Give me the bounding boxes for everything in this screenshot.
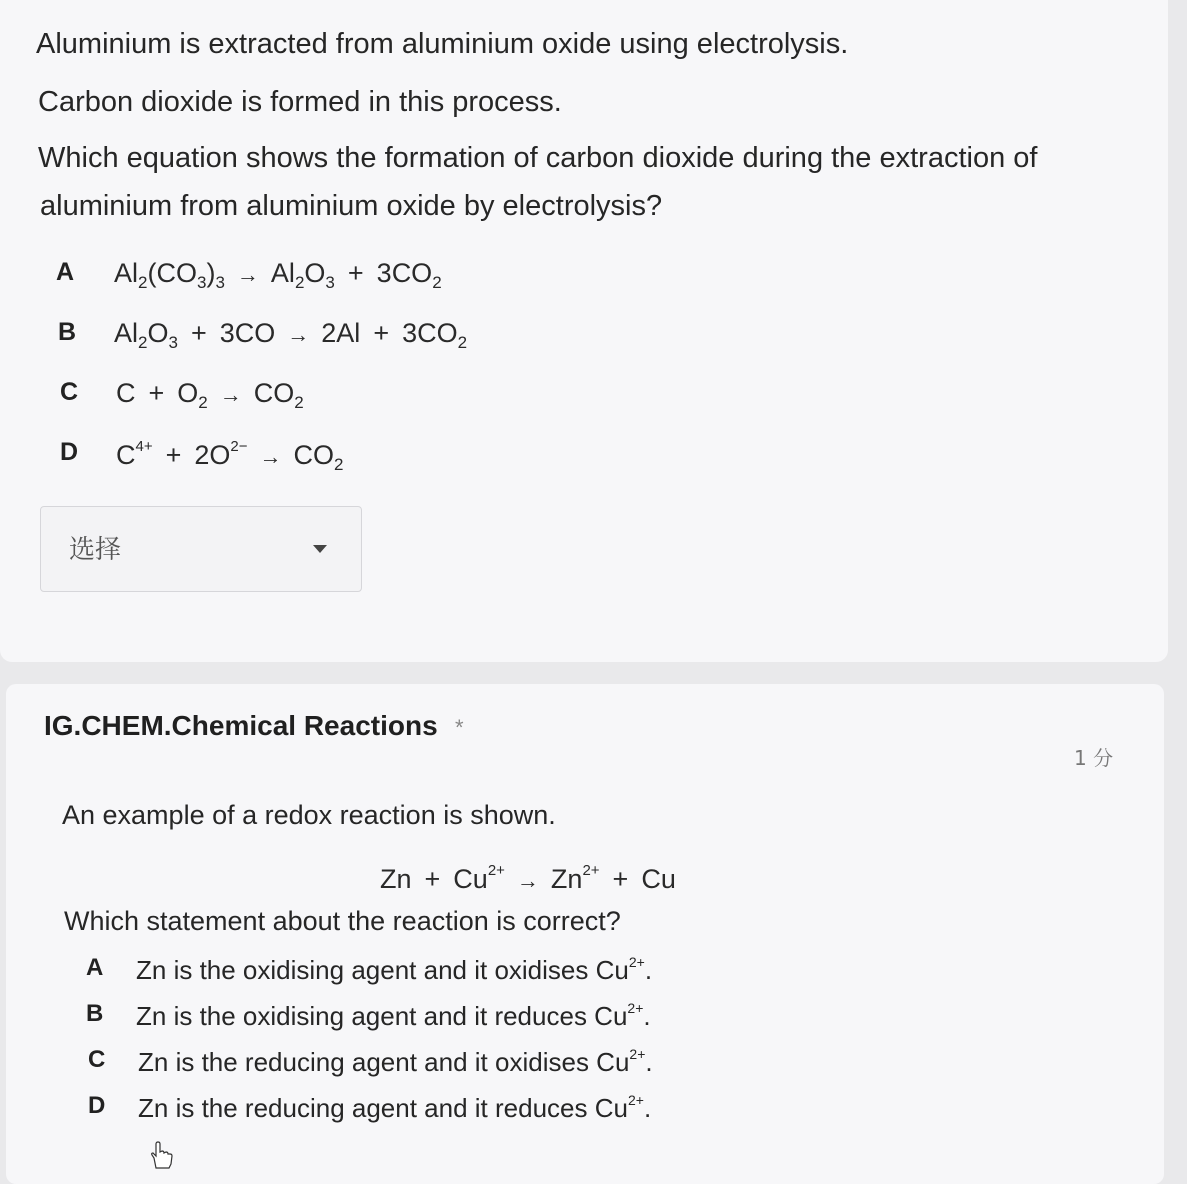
option-b-text: Zn is the oxidising agent and it reduces $Cu^{2+}$. bbox=[136, 1000, 651, 1031]
option-d-text: Zn is the reducing agent and it reduces $Cu^{2+}$. bbox=[138, 1092, 652, 1123]
option-letter-c: C bbox=[88, 1046, 106, 1073]
question-text-line-3: Which equation shows the formation of carbon dioxide during the extraction of bbox=[38, 142, 1038, 174]
arrow-icon: → bbox=[219, 382, 242, 407]
option-letter-c: C bbox=[60, 378, 79, 406]
question-text-line-4: aluminium from aluminium oxide by electrolysis? bbox=[40, 190, 663, 222]
option-letter-b: B bbox=[86, 1000, 104, 1027]
points-label: 1 分 bbox=[1074, 746, 1114, 770]
question-text-line-2: Carbon dioxide is formed in this process. bbox=[38, 86, 562, 118]
question-title: IG.CHEM.Chemical Reactions bbox=[44, 710, 438, 741]
question-2-intro: An example of a redox reaction is shown. bbox=[62, 800, 556, 830]
question-2-prompt: Which statement about the reaction is correct? bbox=[64, 906, 621, 936]
equation-option-b: $Al_2O_3 + 3CO \to 2Al + 3CO_2$ bbox=[114, 318, 468, 352]
option-letter-d: D bbox=[88, 1092, 106, 1119]
dropdown-placeholder: 选择 bbox=[69, 535, 122, 565]
option-letter-a: A bbox=[86, 954, 104, 981]
equation-option-d: $C^{4+} + 2O^{2-} \to CO_2$ bbox=[116, 438, 344, 474]
option-c-text: Zn is the reducing agent and it oxidises $Cu^{2+}$. bbox=[138, 1046, 653, 1077]
equation-option-c: $C + O_2 \to CO_2$ bbox=[116, 378, 304, 412]
arrow-icon: → bbox=[236, 262, 259, 287]
arrow-icon: → bbox=[259, 444, 282, 469]
hand-pointer-icon bbox=[146, 1140, 176, 1170]
arrow-icon: → bbox=[516, 868, 539, 893]
option-letter-a: A bbox=[56, 258, 75, 286]
chevron-down-icon bbox=[313, 545, 327, 553]
option-letter-d: D bbox=[60, 438, 79, 466]
option-letter-b: B bbox=[58, 318, 77, 346]
answer-select-dropdown[interactable] bbox=[40, 506, 362, 592]
equation-option-a: $Al_2(CO_3)_3 \to Al_2O_3 + 3CO_2$ bbox=[114, 258, 442, 292]
question-text-line-1: Aluminium is extracted from aluminium oxide using electrolysis. bbox=[36, 28, 849, 60]
arrow-icon: → bbox=[287, 322, 310, 347]
required-marker: * bbox=[455, 715, 464, 740]
option-a-text: Zn is the oxidising agent and it oxidises $Cu^{2+}$. bbox=[136, 954, 653, 985]
redox-equation: $Zn + Cu^{2+} \to Zn^{2+} + Cu$ bbox=[380, 862, 676, 894]
